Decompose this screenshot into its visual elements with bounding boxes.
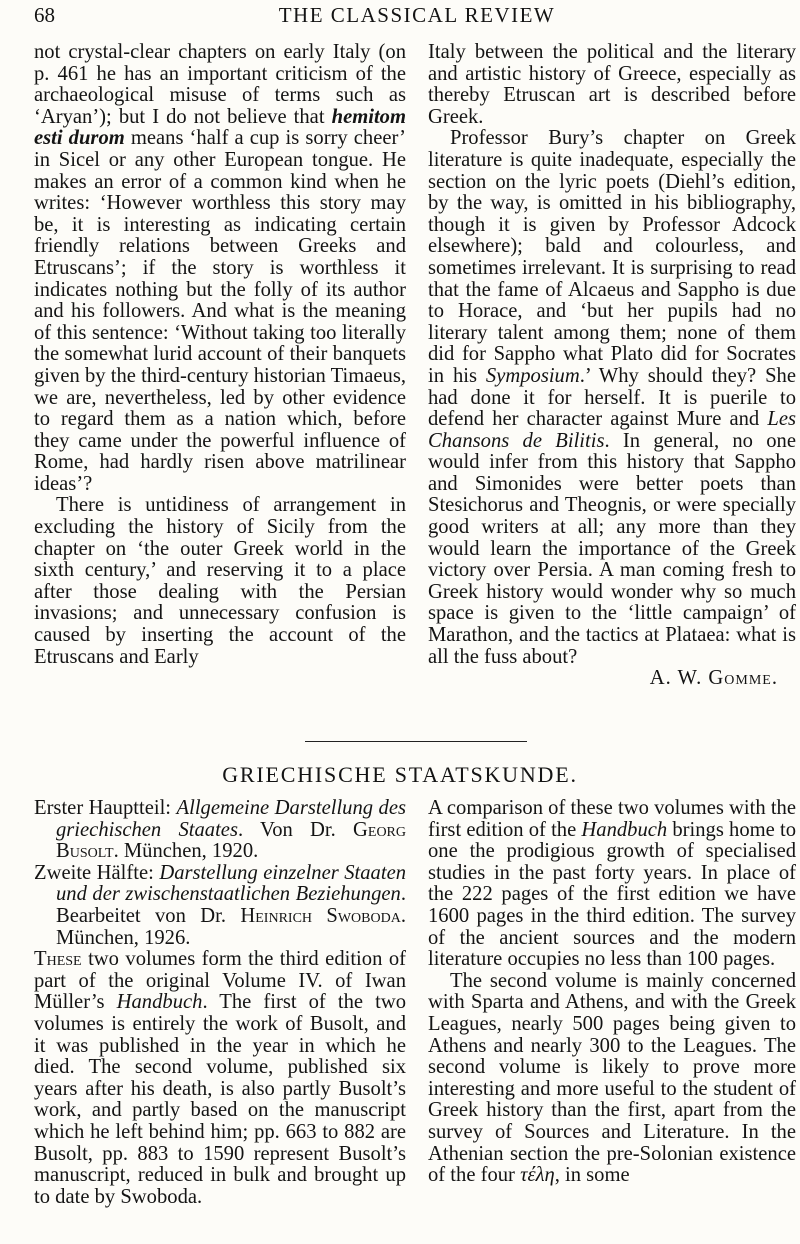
review2-right-paragraph-1: A comparison of these two volumes with the first edition of the Handbuch brings home to one the prodigious growth of specialised studies in the past forty years. In place of the 222 pages of the first edition we have 1600 pages in the third edition. The survey of the ancient sources and the modern literature occupies no less than 100 pages. [428,797,796,971]
page-number: 68 [34,3,55,27]
review1-left-paragraph-1: not crystal-clear chapters on early Italy (on p. 461 he has an important criticism of the archaeological misuse of terms such as ‘Aryan’); but I do not believe that hemitom esti durom means ‘half a cup is sorry cheer’ in Sicel or any other European tongue. He makes an error of a common kind when he writes: ‘However worthless this story may be, it is interesting as indicating certain friendly relations between Greeks and Etruscans’; if the story is worthless it indicates nothing but the folly of its author and his followers. And what is the meaning of this sentence: ‘Without taking too literally the somewhat lurid account of their banquets given by the third-century historian Timaeus, we are, nevertheless, led by other evidence to regard them as a nation which, before they came under the powerful influence of Rome, had hardly risen above matrilinear ideas’? [34,41,406,495]
review1-signature: A. W. Gomme. [649,667,778,690]
review1-right-paragraph-1: Italy between the political and the literary and artistic history of Greece, especially as thereby Etruscan art is described before Greek. [428,41,796,128]
review2-right-paragraph-2: The second volume is mainly concerned with Sparta and Athens, and with the Greek Leagues, nearly 500 pages being given to Athens and nearly 300 to the Leagues. The second volume is likely to prove more interesting and more useful to the student of Greek history than the first, apart from the survey of Sources and Literature. In the Athenian section the pre-Solonian existence of the four τέλη, in some [428,969,796,1187]
review1-left-paragraph-2: There is untidiness of arrangement in excluding the history of Sicily from the chapter on ‘the outer Greek world in the sixth century,’ and reserving it to a place after those dealing with the Persian invasions; and unnecessary confusion is caused by inserting the account of the Etruscans and Early [34,494,406,668]
review2-left-paragraph-1: These two volumes form the third edition of part of the original Volume IV. of Iwan Müller’s Handbuch. The first of the two volumes is entirely the work of Busolt, and it was published in the year in which he died. The second volume, published six years after his death, is also partly Busolt’s work, and partly based on the manuscript which he left behind him; pp. 663 to 882 are Busolt, pp. 883 to 1590 represent Busolt’s manuscript, reduced in bulk and brought up to date by Swoboda. [34,948,406,1208]
greek-term: τέλη [520,1164,555,1187]
bibliography-entry-1: Erster Hauptteil: Allgemeine Darstellung des griechischen Staates. Von Dr. Georg Busolt. München, 1920. [34,797,407,863]
running-head: THE CLASSICAL REVIEW [278,3,556,27]
review1-right-paragraph-2: Professor Bury’s chapter on Greek literature is quite inadequate, especially the section on the lyric poets (Diehl’s edition, by the way, is omitted in his bibliography, though it is given by Professor Adcock elsewhere); bald and colourless, and sometimes irrelevant. It is surprising to read that the fame of Alcaeus and Sappho is due to Horace, and ‘but her pupils had no literary talent among them; none of them did for Sappho what Plato did for Socrates in his Symposium.’ Why should they? She had done it for herself. It is puerile to defend her character against Mure and Les Chansons de Bilitis. In general, no one would infer from this history that Sappho and Simonides were better poets than Stesichorus and Theognis, or were specially good writers at all; any more than they would learn the importance of the Greek victory over Persia. A man coming fresh to Greek history would wonder why so much space is given to the ‘little campaign’ of Marathon, and the tactics at Plataea: what is all the fuss about? [428,127,796,668]
sicel-phrase: hemitom esti durom [34,105,406,150]
review1-left-column [34,42,406,668]
bibliography-entry-2: Zweite Hälfte: Darstellung einzelner Staaten und der zwischenstaatlichen Beziehungen. Bearbeitet von Dr. Heinrich Swoboda. München, 1926. [34,861,407,949]
review1-right-column [428,42,796,690]
review2-left-column [34,798,406,1208]
page-header [34,3,800,33]
review2-right-column [428,798,796,1187]
section-divider [305,741,527,742]
review2-title: GRIECHISCHE STAATSKUNDE. [222,762,578,787]
